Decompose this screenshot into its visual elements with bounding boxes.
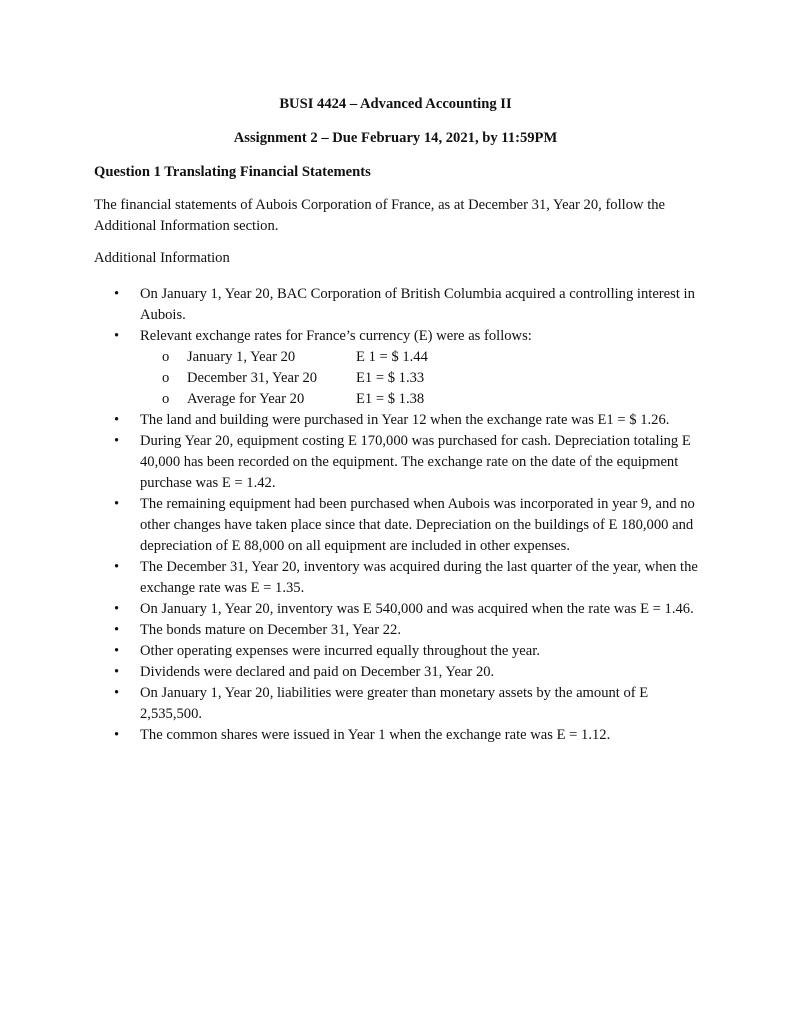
bullet-text: On January 1, Year 20, liabilities were greater than monetary assets by the amount of E 2,535,500. [140,685,649,722]
bullet-text: The bonds mature on December 31, Year 22. [140,622,401,638]
bullet-text: On January 1, Year 20, inventory was E 540,000 and was acquired when the rate was E = 1.46. [140,601,694,617]
assignment-title: Assignment 2 – Due February 14, 2021, by 11:59PM [233,130,558,146]
bullet-item [94,641,704,662]
bullet-item [94,620,704,641]
rate-value: E1 = $ 1.33 [356,370,425,386]
bullet-text: Relevant exchange rates for France’s currency (E) were as follows: [140,328,532,344]
info-bullet-list [94,284,704,746]
bullet-item [94,683,704,725]
bullet-item [94,494,704,557]
exchange-rate-list [140,347,704,410]
bullet-item [94,431,704,494]
bullet-item [94,725,704,746]
bullet-text: The December 31, Year 20, inventory was acquired during the last quarter of the year, when the exchange rate was E = 1.35. [140,559,698,596]
bullet-text: The land and building were purchased in Year 12 when the exchange rate was E1 = $ 1.26. [140,412,670,428]
bullet-text: During Year 20, equipment costing E 170,000 was purchased for cash. Depreciation totaling E 40,000 has been recorded on the equipment. The exchange rate on the date of the equipment purchase was E = 1.42. [140,433,691,491]
rate-label: o December 31, Year 20 [187,370,318,386]
additional-info-heading: Additional Information [94,250,230,266]
bullet-text: The remaining equipment had been purchased when Aubois was incorporated in year 9, and no other changes have taken place since that date. Depreciation on the buildings of E 180,000 and depreciation of E 88,000 on all equipment are included in other expenses. [140,496,695,554]
rate-value: E 1 = $ 1.44 [356,349,428,365]
rate-value: E1 = $ 1.38 [356,391,425,407]
bullet-text: Dividends were declared and paid on December 31, Year 20. [140,664,495,680]
bullet-item [94,410,704,431]
bullet-item [94,599,704,620]
bullet-item [94,326,704,410]
rate-item [140,368,704,389]
rate-item [140,347,704,368]
bullet-item [94,662,704,683]
intro-paragraph: The financial statements of Aubois Corporation of France, as at December 31, Year 20, follow the Additional Information section. [94,197,666,234]
bullet-text: Other operating expenses were incurred equally throughout the year. [140,643,540,659]
bullet-text: The common shares were issued in Year 1 when the exchange rate was E = 1.12. [140,727,611,743]
bullet-text: On January 1, Year 20, BAC Corporation of British Columbia acquired a controlling interest in Aubois. [140,286,695,323]
rate-label: o January 1, Year 20 [187,349,296,365]
bullet-item [94,284,704,326]
rate-item [140,389,704,410]
course-title: BUSI 4424 – Advanced Accounting II [279,96,512,112]
question-heading: Question 1 Translating Financial Statements [94,164,371,180]
bullet-item [94,557,704,599]
rate-label: o Average for Year 20 [187,391,305,407]
